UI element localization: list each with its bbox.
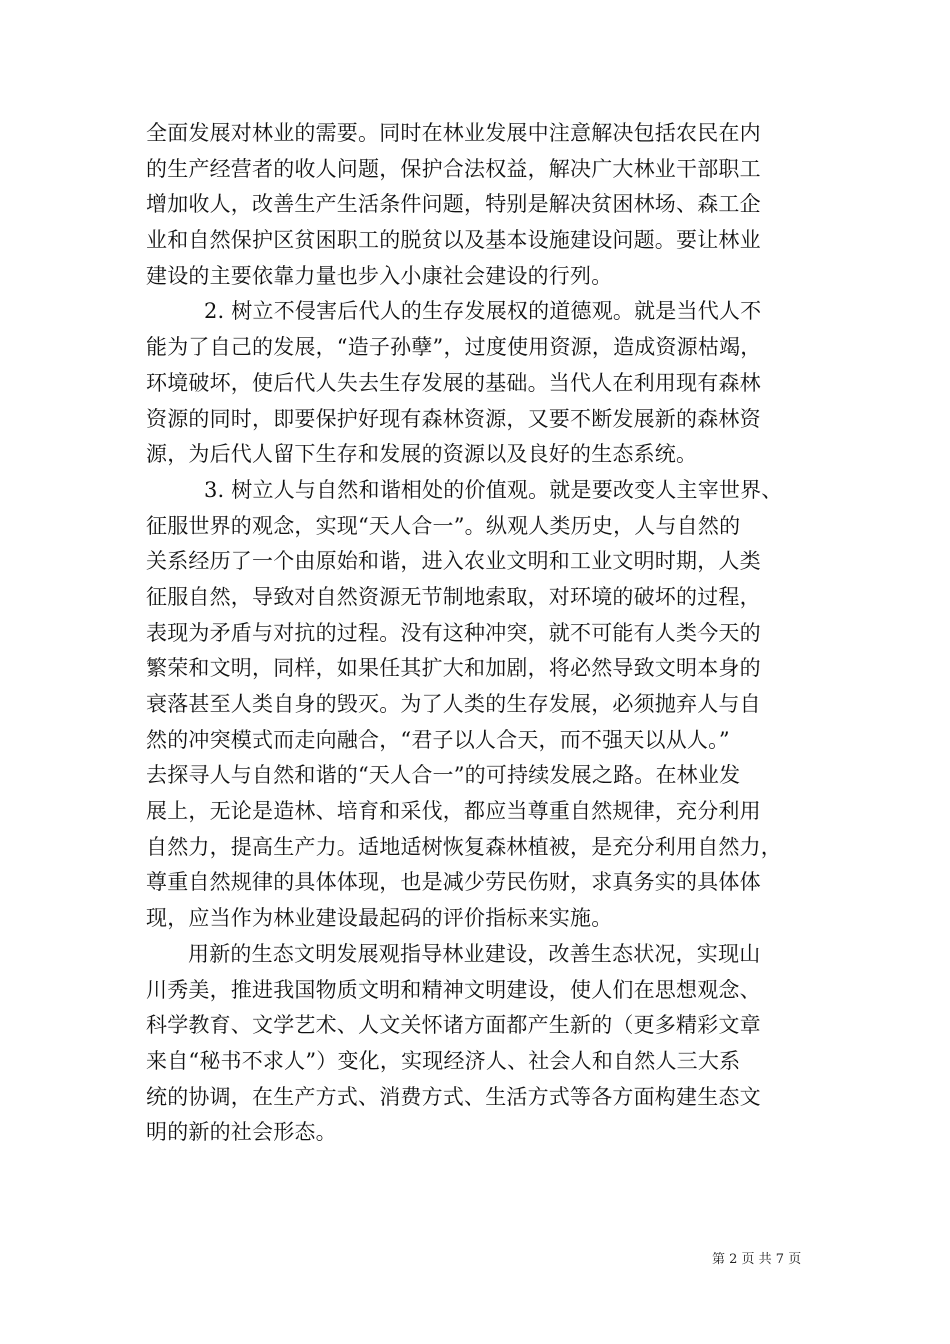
text-line: 来自“秘书不求人”）变化，实现经济人、社会人和自然人三大系 — [146, 1048, 741, 1073]
text-line: 尊重自然规律的具体体现，也是减少劳民伤财，求真务实的具体体 — [146, 870, 761, 895]
text-line: 科学教育、文学艺术、人文关怀诸方面都产生新的（更多精彩文章 — [146, 1013, 761, 1038]
text-line: 增加收人，改善生产生活条件问题，特别是解决贫困林场、森工企 — [146, 192, 761, 217]
text-line: 环境破坏，使后代人失去生存发展的基础。当代人在利用现有森林 — [146, 370, 761, 395]
text-line: 征服世界的观念，实现“天人合一”。纵观人类历史，人与自然的 — [146, 513, 741, 538]
text-line: 表现为矛盾与对抗的过程。没有这种冲突，就不可能有人类今天的 — [146, 620, 761, 645]
text-line: 去探寻人与自然和谐的“天人合一”的可持续发展之路。在林业发 — [146, 763, 741, 788]
text-line: 然的冲突模式而走向融合，“君子以人合天，而不强天以从人。” — [146, 727, 730, 752]
text-line: 建设的主要依靠力量也步入小康社会建设的行列。 — [146, 263, 613, 288]
text-line: 繁荣和文明，同样，如果任其扩大和加剧，将必然导致文明本身的 — [146, 656, 761, 681]
page-number-footer: 第 2 页 共 7 页 — [712, 1252, 802, 1267]
text-line: 能为了自己的发展，“造子孙孽”，过度使用资源，造成资源枯竭， — [146, 335, 762, 360]
body-text — [146, 116, 828, 1151]
text-line: 关系经历了一个由原始和谐，进入农业文明和工业文明时期，人类 — [146, 549, 761, 574]
paragraph-start-item-2: 2. 树立不侵害后代人的生存发展权的道德观。就是当代人不 — [204, 299, 762, 324]
text-line: 业和自然保护区贫困职工的脱贫以及基本设施建设问题。要让林业 — [146, 228, 761, 253]
text-line: 川秀美，推进我国物质文明和精神文明建设，使人们在思想观念、 — [146, 977, 761, 1002]
text-line: 明的新的社会形态。 — [146, 1120, 337, 1145]
text-line: 征服自然，导致对自然资源无节制地索取，对环境的破坏的过程， — [146, 584, 761, 609]
text-line: 现，应当作为林业建设最起码的评价指标来实施。 — [146, 906, 613, 931]
text-line: 的生产经营者的收人问题，保护合法权益，解决广大林业干部职工 — [146, 156, 761, 181]
text-line: 全面发展对林业的需要。同时在林业发展中注意解决包括农民在内 — [146, 121, 761, 145]
text-line: 自然力，提高生产力。适地适树恢复森林植被，是充分利用自然力， — [146, 834, 782, 859]
text-line: 统的协调，在生产方式、消费方式、生活方式等各方面构建生态文 — [146, 1084, 761, 1109]
text-line: 资源的同时，即要保护好现有森林资源，又要不断发展新的森林资 — [146, 406, 761, 431]
text-line: 源，为后代人留下生存和发展的资源以及良好的生态系统。 — [146, 442, 698, 467]
paragraph-start-item-3: 3. 树立人与自然和谐相处的价值观。就是要改变人主宰世界、 — [204, 477, 783, 502]
text-line: 衰落甚至人类自身的毁灭。为了人类的生存发展，必须抛弃人与自 — [146, 692, 761, 716]
paragraph-start-conclusion: 用新的生态文明发展观指导林业建设，改善生态状况，实现山 — [188, 941, 761, 966]
text-line: 展上，无论是造林、培育和采伐，都应当尊重自然规律，充分利用 — [146, 799, 761, 824]
